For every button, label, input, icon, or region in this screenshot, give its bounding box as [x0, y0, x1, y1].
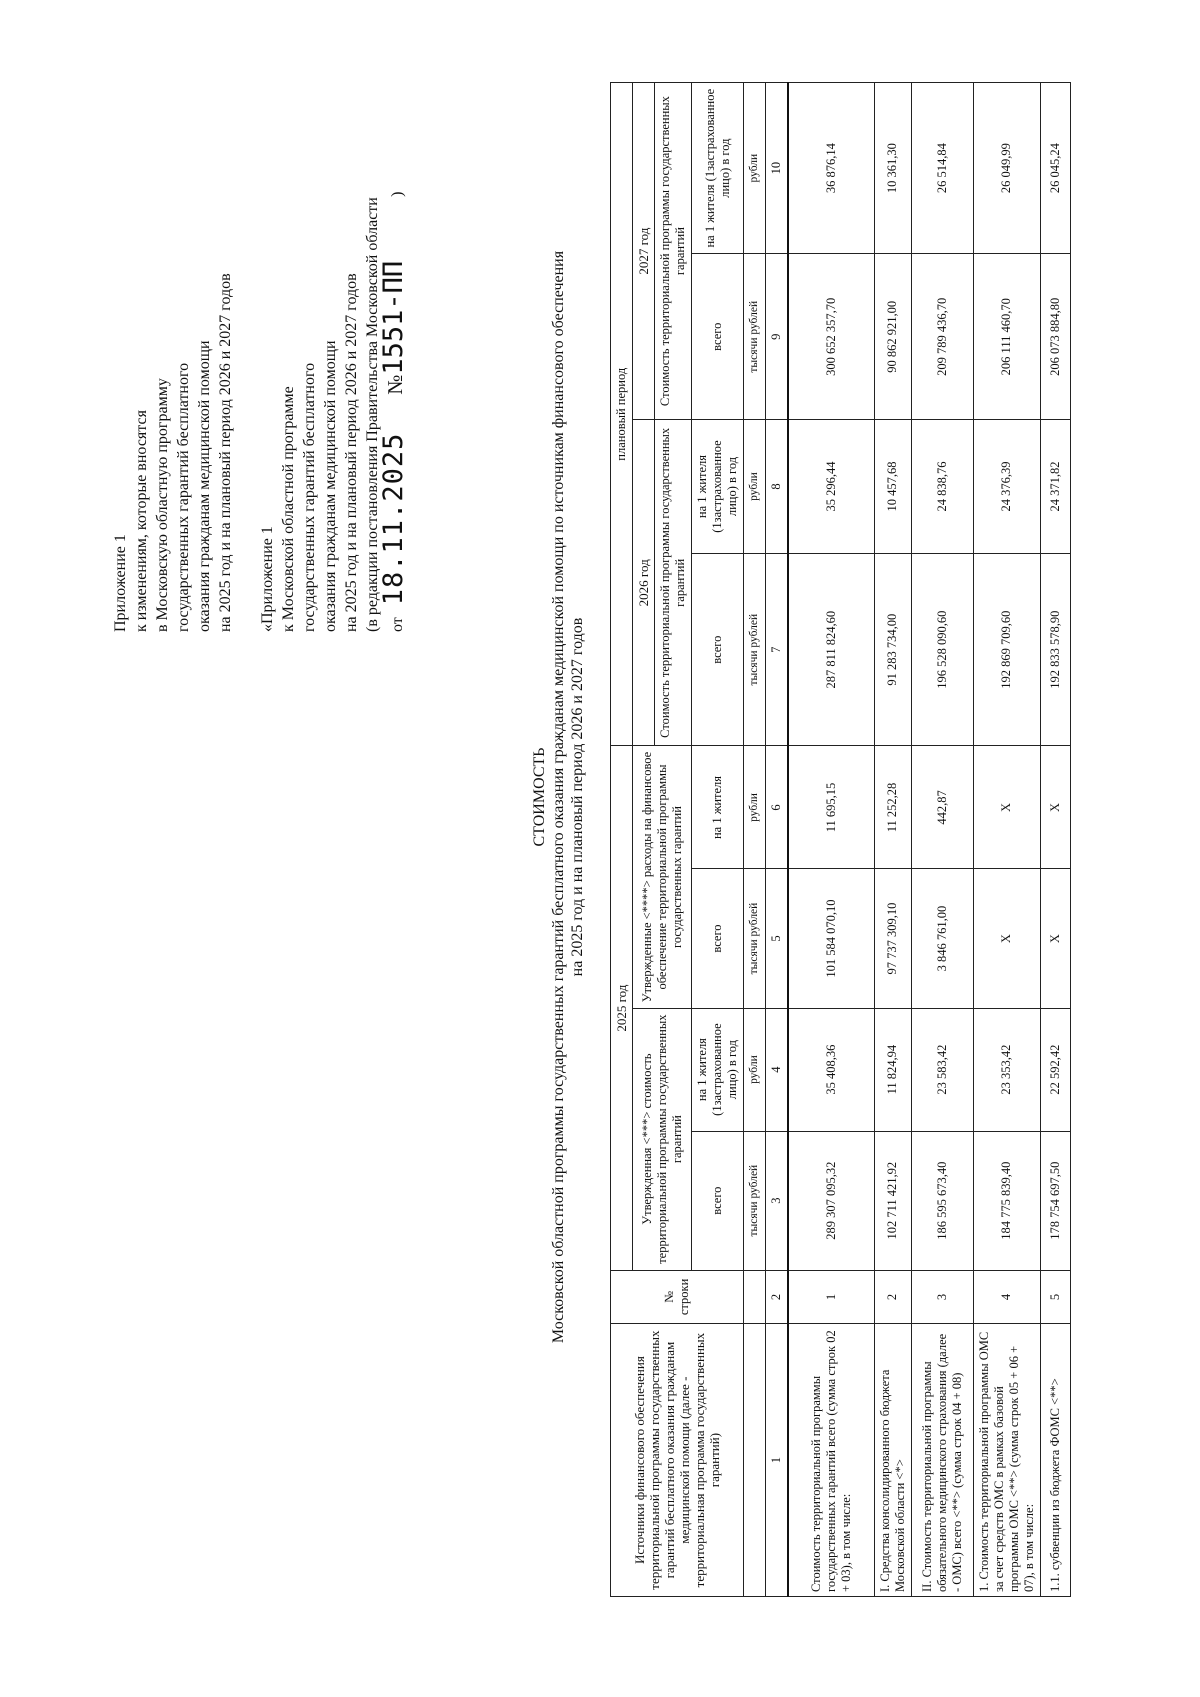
- cell-value: 11 252,28: [874, 746, 911, 869]
- column-number: 8: [766, 420, 789, 554]
- col-header-total: всего: [692, 254, 744, 420]
- cell-value: X: [1040, 746, 1070, 869]
- resolution-number: 1551-ПП: [378, 260, 409, 375]
- cell-value: 178 754 697,50: [1040, 1131, 1070, 1270]
- cell-value: 11 695,15: [788, 746, 874, 869]
- column-number: 7: [766, 553, 789, 746]
- sign-prefix: от: [389, 617, 406, 632]
- col-header-total: всего: [692, 869, 744, 1008]
- cell-value: 24 838,76: [911, 420, 973, 554]
- row-number: 5: [1040, 1270, 1070, 1323]
- units-row: [744, 83, 766, 1597]
- column-number: 6: [766, 746, 789, 869]
- col-header-approved-exp: Утвержденные <****> расходы на финансовое обеспечение территориальной программы государственных гарантий: [633, 746, 692, 1008]
- resolution-signature: [378, 72, 409, 632]
- cell-value: 289 307 095,32: [788, 1131, 874, 1270]
- units-cell: [744, 1324, 766, 1597]
- cell-value: X: [1040, 869, 1070, 1008]
- col-header-cost-2027: Стоимость территориальной программы государственных гарантий: [655, 83, 692, 420]
- table-row: [911, 83, 973, 1597]
- units-cell: рубли: [744, 1008, 766, 1131]
- appendix-line: «Приложение 1: [259, 526, 276, 632]
- cell-value: 97 737 309,10: [874, 869, 911, 1008]
- col-header-total: всего: [692, 1131, 744, 1270]
- row-number: 3: [911, 1270, 973, 1323]
- appendix-line: оказания гражданам медицинской помощи: [322, 340, 339, 632]
- row-name: 1.1. субвенции из бюджета ФОМС <**>: [1040, 1324, 1070, 1597]
- appendix-line: государственных гарантий бесплатного: [175, 362, 192, 632]
- cell-value: 91 283 734,00: [874, 553, 911, 746]
- cost-table: [610, 82, 1071, 1597]
- cell-value: 90 862 921,00: [874, 254, 911, 420]
- closing-paren: ): [389, 191, 406, 197]
- cell-value: 36 876,14: [788, 83, 874, 254]
- cell-value: 287 811 824,60: [788, 553, 874, 746]
- appendix-line: на 2025 год и на плановый период 2026 и 2027 годов: [217, 273, 234, 632]
- row-name: Стоимость территориальной программы государственных гарантий всего (сумма строк 02 + 03), в том числе:: [788, 1324, 874, 1597]
- row-name: 1. Стоимость территориальной программы ОМС за счет средств ОМС в рамках базовой программы ОМС <**> (сумма строк 05 + 06 + 07), в том числе:: [973, 1324, 1040, 1597]
- units-cell: тысячи рублей: [744, 1131, 766, 1270]
- cell-value: 102 711 421,92: [874, 1131, 911, 1270]
- title-line: на 2025 год и на плановый период 2026 и 2027 годов: [569, 617, 586, 977]
- table-row: [788, 83, 874, 1597]
- cell-value: 206 073 884,80: [1040, 254, 1070, 420]
- cell-value: 184 775 839,40: [973, 1131, 1040, 1270]
- cell-value: 209 789 436,70: [911, 254, 973, 420]
- col-header-per-insured: на 1 жителя (1застрахованное лицо) в год: [692, 420, 744, 554]
- appendix-line: в Московскую областную программу: [154, 378, 171, 632]
- cell-value: 186 595 673,40: [911, 1131, 973, 1270]
- units-cell: [744, 1270, 766, 1323]
- col-header-total: всего: [692, 553, 744, 746]
- column-number: 4: [766, 1008, 789, 1131]
- cell-value: 22 592,42: [1040, 1008, 1070, 1131]
- title-line: СТОИМОСТЬ: [531, 747, 548, 847]
- document-title: [530, 87, 587, 1507]
- cell-value: 300 652 357,70: [788, 254, 874, 420]
- cell-value: X: [973, 869, 1040, 1008]
- col-header-2025: 2025 год: [611, 746, 633, 1270]
- cell-value: 10 361,30: [874, 83, 911, 254]
- cell-value: 23 353,42: [973, 1008, 1040, 1131]
- units-cell: рубли: [744, 420, 766, 554]
- col-header-per-capita: на 1 жителя: [692, 746, 744, 869]
- cell-value: 23 583,42: [911, 1008, 973, 1131]
- cell-value: 26 514,84: [911, 83, 973, 254]
- resolution-date: 18.11.2025: [378, 432, 409, 606]
- number-sign: №: [383, 374, 407, 395]
- cell-value: 11 824,94: [874, 1008, 911, 1131]
- column-number: 9: [766, 254, 789, 420]
- table-row: [973, 83, 1040, 1597]
- col-header-cost-2026: Стоимость территориальной программы государственных гарантий: [655, 420, 692, 746]
- row-number: 4: [973, 1270, 1040, 1323]
- cell-value: 26 049,99: [973, 83, 1040, 254]
- column-number: 3: [766, 1131, 789, 1270]
- table-row: [874, 83, 911, 1597]
- cell-value: 10 457,68: [874, 420, 911, 554]
- units-cell: тысячи рублей: [744, 553, 766, 746]
- cell-value: 196 528 090,60: [911, 553, 973, 746]
- cell-value: 206 111 460,70: [973, 254, 1040, 420]
- row-name: I. Средства консолидированного бюджета Московской области <*>: [874, 1324, 911, 1597]
- appendix-line: Приложение 1: [112, 534, 129, 632]
- col-header-rownum: № строки: [611, 1270, 744, 1323]
- units-cell: рубли: [744, 83, 766, 254]
- appendix-line: государственных гарантий бесплатного: [301, 362, 318, 632]
- appendix-line: к изменениям, которые вносятся: [133, 410, 150, 632]
- cell-value: 442,87: [911, 746, 973, 869]
- cell-value: 101 584 070,10: [788, 869, 874, 1008]
- table-row: [1040, 83, 1070, 1597]
- appendix-line: (в редакции постановления Правительства Московской области: [364, 197, 381, 632]
- cell-value: 35 296,44: [788, 420, 874, 554]
- column-number: 10: [766, 83, 789, 254]
- units-cell: тысячи рублей: [744, 869, 766, 1008]
- units-cell: рубли: [744, 746, 766, 869]
- header-row: [611, 83, 633, 1597]
- appendix-header: [110, 72, 408, 632]
- col-header-source: Источники финансового обеспечения территориальной программы государственных гарантий бесплатного оказания гражданам медицинской помощи (далее - территориальная программа государственных гарантий): [611, 1324, 744, 1597]
- col-header-approved-cost: Утвержденная <***> стоимость территориальной программы государственных гарантий: [633, 1008, 692, 1270]
- cell-value: 3 846 761,00: [911, 869, 973, 1008]
- col-header-per-insured: на 1 жителя (1застрахованное лицо) в год: [692, 83, 744, 254]
- column-number: 1: [766, 1324, 789, 1597]
- cell-value: 26 045,24: [1040, 83, 1070, 254]
- column-number: 2: [766, 1270, 789, 1323]
- spacer: [236, 72, 257, 632]
- col-header-per-insured: на 1 жителя (1застрахованное лицо) в год: [692, 1008, 744, 1131]
- appendix-line: оказания гражданам медицинской помощи: [196, 340, 213, 632]
- col-header-plan: плановый период: [611, 83, 633, 746]
- cell-value: 24 376,39: [973, 420, 1040, 554]
- title-line: Московской областной программы государственных гарантий бесплатного оказания гражданам медицинской помощи по источникам финансового обеспечения: [550, 250, 567, 1344]
- appendix-line: к Московской областной программе: [280, 386, 297, 632]
- appendix-line: на 2025 год и на плановый период 2026 и 2027 годов: [343, 273, 360, 632]
- col-header-2026: 2026 год: [633, 420, 655, 746]
- cell-value: 192 869 709,60: [973, 553, 1040, 746]
- row-name: II. Стоимость территориальной программы обязательного медицинского страхования (далее - ОМС) всего <**> (сумма строк 04 + 08): [911, 1324, 973, 1597]
- units-cell: тысячи рублей: [744, 254, 766, 420]
- cell-value: 35 408,36: [788, 1008, 874, 1131]
- column-number-row: [766, 83, 789, 1597]
- column-number: 5: [766, 869, 789, 1008]
- cell-value: X: [973, 746, 1040, 869]
- cell-value: 24 371,82: [1040, 420, 1070, 554]
- row-number: 1: [788, 1270, 874, 1323]
- row-number: 2: [874, 1270, 911, 1323]
- col-header-2027: 2027 год: [633, 83, 655, 420]
- cell-value: 192 833 578,90: [1040, 553, 1070, 746]
